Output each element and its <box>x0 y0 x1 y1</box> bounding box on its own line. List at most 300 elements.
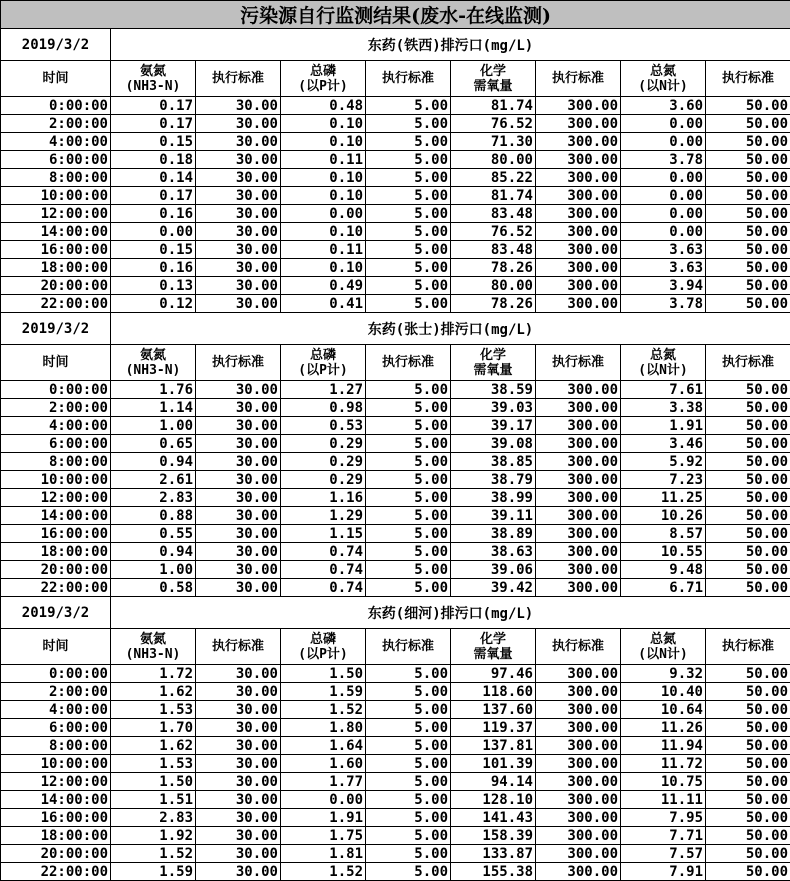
value-cell[interactable]: 300.00 <box>536 791 621 809</box>
value-cell[interactable]: 0.00 <box>621 115 706 133</box>
value-cell[interactable]: 1.50 <box>281 665 366 683</box>
value-cell[interactable]: 83.48 <box>451 205 536 223</box>
value-cell[interactable]: 94.14 <box>451 773 536 791</box>
value-cell[interactable]: 5.00 <box>366 809 451 827</box>
value-cell[interactable]: 158.39 <box>451 827 536 845</box>
value-cell[interactable]: 80.00 <box>451 151 536 169</box>
time-cell[interactable]: 16:00:00 <box>1 525 111 543</box>
time-cell[interactable]: 18:00:00 <box>1 543 111 561</box>
value-cell[interactable]: 50.00 <box>706 133 790 151</box>
value-cell[interactable]: 0.12 <box>111 295 196 313</box>
value-cell[interactable]: 1.80 <box>281 719 366 737</box>
value-cell[interactable]: 0.00 <box>621 187 706 205</box>
value-cell[interactable]: 128.10 <box>451 791 536 809</box>
value-cell[interactable]: 30.00 <box>196 97 281 115</box>
value-cell[interactable]: 30.00 <box>196 773 281 791</box>
value-cell[interactable]: 5.00 <box>366 97 451 115</box>
value-cell[interactable]: 5.92 <box>621 453 706 471</box>
value-cell[interactable]: 1.29 <box>281 507 366 525</box>
value-cell[interactable]: 30.00 <box>196 489 281 507</box>
value-cell[interactable]: 0.00 <box>281 205 366 223</box>
value-cell[interactable]: 1.91 <box>621 417 706 435</box>
value-cell[interactable]: 5.00 <box>366 223 451 241</box>
value-cell[interactable]: 3.46 <box>621 435 706 453</box>
value-cell[interactable]: 300.00 <box>536 151 621 169</box>
time-cell[interactable]: 4:00:00 <box>1 133 111 151</box>
value-cell[interactable]: 5.00 <box>366 187 451 205</box>
value-cell[interactable]: 39.17 <box>451 417 536 435</box>
time-cell[interactable]: 16:00:00 <box>1 809 111 827</box>
value-cell[interactable]: 30.00 <box>196 295 281 313</box>
value-cell[interactable]: 50.00 <box>706 259 790 277</box>
value-cell[interactable]: 0.10 <box>281 259 366 277</box>
value-cell[interactable]: 0.13 <box>111 277 196 295</box>
value-cell[interactable]: 5.00 <box>366 737 451 755</box>
value-cell[interactable]: 1.59 <box>281 683 366 701</box>
value-cell[interactable]: 50.00 <box>706 489 790 507</box>
time-cell[interactable]: 8:00:00 <box>1 169 111 187</box>
value-cell[interactable]: 0.88 <box>111 507 196 525</box>
value-cell[interactable]: 10.40 <box>621 683 706 701</box>
value-cell[interactable]: 0.17 <box>111 97 196 115</box>
value-cell[interactable]: 6.71 <box>621 579 706 597</box>
value-cell[interactable]: 0.74 <box>281 561 366 579</box>
value-cell[interactable]: 0.94 <box>111 453 196 471</box>
value-cell[interactable]: 300.00 <box>536 543 621 561</box>
value-cell[interactable]: 71.30 <box>451 133 536 151</box>
value-cell[interactable]: 11.11 <box>621 791 706 809</box>
time-cell[interactable]: 8:00:00 <box>1 737 111 755</box>
time-cell[interactable]: 12:00:00 <box>1 205 111 223</box>
time-cell[interactable]: 16:00:00 <box>1 241 111 259</box>
value-cell[interactable]: 30.00 <box>196 277 281 295</box>
value-cell[interactable]: 300.00 <box>536 115 621 133</box>
value-cell[interactable]: 76.52 <box>451 223 536 241</box>
value-cell[interactable]: 30.00 <box>196 471 281 489</box>
value-cell[interactable]: 30.00 <box>196 737 281 755</box>
time-cell[interactable]: 22:00:00 <box>1 295 111 313</box>
time-cell[interactable]: 2:00:00 <box>1 399 111 417</box>
time-cell[interactable]: 8:00:00 <box>1 453 111 471</box>
value-cell[interactable]: 30.00 <box>196 665 281 683</box>
value-cell[interactable]: 1.59 <box>111 863 196 881</box>
value-cell[interactable]: 1.27 <box>281 381 366 399</box>
value-cell[interactable]: 30.00 <box>196 863 281 881</box>
value-cell[interactable]: 97.46 <box>451 665 536 683</box>
time-cell[interactable]: 0:00:00 <box>1 665 111 683</box>
value-cell[interactable]: 300.00 <box>536 295 621 313</box>
value-cell[interactable]: 2.83 <box>111 489 196 507</box>
value-cell[interactable]: 50.00 <box>706 399 790 417</box>
value-cell[interactable]: 0.11 <box>281 241 366 259</box>
value-cell[interactable]: 2.83 <box>111 809 196 827</box>
value-cell[interactable]: 30.00 <box>196 543 281 561</box>
value-cell[interactable]: 3.38 <box>621 399 706 417</box>
value-cell[interactable]: 300.00 <box>536 381 621 399</box>
time-cell[interactable]: 20:00:00 <box>1 561 111 579</box>
value-cell[interactable]: 300.00 <box>536 435 621 453</box>
value-cell[interactable]: 0.17 <box>111 115 196 133</box>
value-cell[interactable]: 50.00 <box>706 381 790 399</box>
value-cell[interactable]: 0.10 <box>281 169 366 187</box>
value-cell[interactable]: 30.00 <box>196 525 281 543</box>
value-cell[interactable]: 38.63 <box>451 543 536 561</box>
value-cell[interactable]: 50.00 <box>706 791 790 809</box>
value-cell[interactable]: 3.78 <box>621 151 706 169</box>
value-cell[interactable]: 300.00 <box>536 701 621 719</box>
value-cell[interactable]: 5.00 <box>366 169 451 187</box>
value-cell[interactable]: 0.17 <box>111 187 196 205</box>
value-cell[interactable]: 0.15 <box>111 133 196 151</box>
value-cell[interactable]: 0.14 <box>111 169 196 187</box>
value-cell[interactable]: 10.64 <box>621 701 706 719</box>
value-cell[interactable]: 50.00 <box>706 755 790 773</box>
value-cell[interactable]: 39.42 <box>451 579 536 597</box>
value-cell[interactable]: 0.00 <box>621 133 706 151</box>
value-cell[interactable]: 50.00 <box>706 827 790 845</box>
value-cell[interactable]: 30.00 <box>196 151 281 169</box>
value-cell[interactable]: 1.52 <box>111 845 196 863</box>
value-cell[interactable]: 300.00 <box>536 471 621 489</box>
value-cell[interactable]: 300.00 <box>536 453 621 471</box>
value-cell[interactable]: 10.55 <box>621 543 706 561</box>
value-cell[interactable]: 300.00 <box>536 561 621 579</box>
value-cell[interactable]: 50.00 <box>706 241 790 259</box>
value-cell[interactable]: 50.00 <box>706 187 790 205</box>
value-cell[interactable]: 80.00 <box>451 277 536 295</box>
value-cell[interactable]: 50.00 <box>706 435 790 453</box>
value-cell[interactable]: 5.00 <box>366 453 451 471</box>
value-cell[interactable]: 5.00 <box>366 205 451 223</box>
value-cell[interactable]: 0.15 <box>111 241 196 259</box>
value-cell[interactable]: 0.65 <box>111 435 196 453</box>
time-cell[interactable]: 20:00:00 <box>1 845 111 863</box>
value-cell[interactable]: 50.00 <box>706 507 790 525</box>
value-cell[interactable]: 5.00 <box>366 863 451 881</box>
value-cell[interactable]: 30.00 <box>196 205 281 223</box>
value-cell[interactable]: 30.00 <box>196 683 281 701</box>
value-cell[interactable]: 1.64 <box>281 737 366 755</box>
value-cell[interactable]: 0.29 <box>281 435 366 453</box>
value-cell[interactable]: 5.00 <box>366 471 451 489</box>
value-cell[interactable]: 5.00 <box>366 755 451 773</box>
value-cell[interactable]: 30.00 <box>196 719 281 737</box>
value-cell[interactable]: 7.23 <box>621 471 706 489</box>
value-cell[interactable]: 0.74 <box>281 579 366 597</box>
time-cell[interactable]: 12:00:00 <box>1 773 111 791</box>
value-cell[interactable]: 7.71 <box>621 827 706 845</box>
value-cell[interactable]: 83.48 <box>451 241 536 259</box>
value-cell[interactable]: 50.00 <box>706 719 790 737</box>
value-cell[interactable]: 300.00 <box>536 205 621 223</box>
value-cell[interactable]: 300.00 <box>536 489 621 507</box>
value-cell[interactable]: 1.53 <box>111 701 196 719</box>
value-cell[interactable]: 1.81 <box>281 845 366 863</box>
value-cell[interactable]: 300.00 <box>536 187 621 205</box>
value-cell[interactable]: 3.63 <box>621 241 706 259</box>
time-cell[interactable]: 20:00:00 <box>1 277 111 295</box>
value-cell[interactable]: 5.00 <box>366 791 451 809</box>
value-cell[interactable]: 5.00 <box>366 417 451 435</box>
value-cell[interactable]: 38.59 <box>451 381 536 399</box>
value-cell[interactable]: 30.00 <box>196 169 281 187</box>
value-cell[interactable]: 38.79 <box>451 471 536 489</box>
value-cell[interactable]: 300.00 <box>536 719 621 737</box>
value-cell[interactable]: 5.00 <box>366 115 451 133</box>
value-cell[interactable]: 1.77 <box>281 773 366 791</box>
value-cell[interactable]: 300.00 <box>536 755 621 773</box>
value-cell[interactable]: 39.08 <box>451 435 536 453</box>
value-cell[interactable]: 30.00 <box>196 561 281 579</box>
value-cell[interactable]: 1.16 <box>281 489 366 507</box>
value-cell[interactable]: 5.00 <box>366 543 451 561</box>
value-cell[interactable]: 81.74 <box>451 97 536 115</box>
value-cell[interactable]: 30.00 <box>196 791 281 809</box>
value-cell[interactable]: 30.00 <box>196 223 281 241</box>
value-cell[interactable]: 1.14 <box>111 399 196 417</box>
value-cell[interactable]: 50.00 <box>706 295 790 313</box>
value-cell[interactable]: 137.60 <box>451 701 536 719</box>
time-cell[interactable]: 22:00:00 <box>1 579 111 597</box>
value-cell[interactable]: 0.00 <box>621 169 706 187</box>
value-cell[interactable]: 30.00 <box>196 755 281 773</box>
value-cell[interactable]: 0.00 <box>621 223 706 241</box>
value-cell[interactable]: 50.00 <box>706 223 790 241</box>
value-cell[interactable]: 81.74 <box>451 187 536 205</box>
value-cell[interactable]: 50.00 <box>706 525 790 543</box>
value-cell[interactable]: 50.00 <box>706 115 790 133</box>
value-cell[interactable]: 8.57 <box>621 525 706 543</box>
value-cell[interactable]: 5.00 <box>366 845 451 863</box>
value-cell[interactable]: 5.00 <box>366 399 451 417</box>
value-cell[interactable]: 300.00 <box>536 507 621 525</box>
value-cell[interactable]: 133.87 <box>451 845 536 863</box>
value-cell[interactable]: 1.00 <box>111 417 196 435</box>
value-cell[interactable]: 5.00 <box>366 295 451 313</box>
value-cell[interactable]: 50.00 <box>706 417 790 435</box>
value-cell[interactable]: 30.00 <box>196 701 281 719</box>
value-cell[interactable]: 300.00 <box>536 665 621 683</box>
value-cell[interactable]: 50.00 <box>706 151 790 169</box>
time-cell[interactable]: 14:00:00 <box>1 791 111 809</box>
value-cell[interactable]: 11.72 <box>621 755 706 773</box>
value-cell[interactable]: 30.00 <box>196 381 281 399</box>
value-cell[interactable]: 0.41 <box>281 295 366 313</box>
value-cell[interactable]: 7.95 <box>621 809 706 827</box>
value-cell[interactable]: 30.00 <box>196 417 281 435</box>
value-cell[interactable]: 0.16 <box>111 205 196 223</box>
value-cell[interactable]: 0.16 <box>111 259 196 277</box>
value-cell[interactable]: 118.60 <box>451 683 536 701</box>
value-cell[interactable]: 0.29 <box>281 471 366 489</box>
value-cell[interactable]: 1.52 <box>281 701 366 719</box>
value-cell[interactable]: 11.94 <box>621 737 706 755</box>
value-cell[interactable]: 1.92 <box>111 827 196 845</box>
time-cell[interactable]: 14:00:00 <box>1 507 111 525</box>
value-cell[interactable]: 0.00 <box>111 223 196 241</box>
value-cell[interactable]: 0.10 <box>281 187 366 205</box>
value-cell[interactable]: 0.94 <box>111 543 196 561</box>
value-cell[interactable]: 5.00 <box>366 381 451 399</box>
value-cell[interactable]: 30.00 <box>196 259 281 277</box>
value-cell[interactable]: 300.00 <box>536 579 621 597</box>
value-cell[interactable]: 1.62 <box>111 683 196 701</box>
value-cell[interactable]: 0.55 <box>111 525 196 543</box>
time-cell[interactable]: 18:00:00 <box>1 827 111 845</box>
value-cell[interactable]: 1.76 <box>111 381 196 399</box>
value-cell[interactable]: 39.11 <box>451 507 536 525</box>
value-cell[interactable]: 50.00 <box>706 845 790 863</box>
value-cell[interactable]: 30.00 <box>196 579 281 597</box>
value-cell[interactable]: 50.00 <box>706 579 790 597</box>
value-cell[interactable]: 1.91 <box>281 809 366 827</box>
value-cell[interactable]: 30.00 <box>196 399 281 417</box>
value-cell[interactable]: 30.00 <box>196 809 281 827</box>
value-cell[interactable]: 5.00 <box>366 277 451 295</box>
value-cell[interactable]: 300.00 <box>536 241 621 259</box>
value-cell[interactable]: 1.70 <box>111 719 196 737</box>
value-cell[interactable]: 5.00 <box>366 773 451 791</box>
time-cell[interactable]: 10:00:00 <box>1 471 111 489</box>
value-cell[interactable]: 5.00 <box>366 435 451 453</box>
time-cell[interactable]: 2:00:00 <box>1 115 111 133</box>
value-cell[interactable]: 5.00 <box>366 489 451 507</box>
time-cell[interactable]: 6:00:00 <box>1 435 111 453</box>
value-cell[interactable]: 300.00 <box>536 845 621 863</box>
value-cell[interactable]: 30.00 <box>196 435 281 453</box>
value-cell[interactable]: 50.00 <box>706 205 790 223</box>
value-cell[interactable]: 2.61 <box>111 471 196 489</box>
value-cell[interactable]: 300.00 <box>536 97 621 115</box>
value-cell[interactable]: 1.00 <box>111 561 196 579</box>
value-cell[interactable]: 3.63 <box>621 259 706 277</box>
value-cell[interactable]: 1.62 <box>111 737 196 755</box>
value-cell[interactable]: 50.00 <box>706 863 790 881</box>
value-cell[interactable]: 1.53 <box>111 755 196 773</box>
time-cell[interactable]: 10:00:00 <box>1 187 111 205</box>
value-cell[interactable]: 300.00 <box>536 277 621 295</box>
value-cell[interactable]: 5.00 <box>366 701 451 719</box>
value-cell[interactable]: 300.00 <box>536 863 621 881</box>
value-cell[interactable]: 300.00 <box>536 417 621 435</box>
value-cell[interactable]: 39.06 <box>451 561 536 579</box>
value-cell[interactable]: 300.00 <box>536 133 621 151</box>
time-cell[interactable]: 6:00:00 <box>1 719 111 737</box>
value-cell[interactable]: 30.00 <box>196 241 281 259</box>
value-cell[interactable]: 38.85 <box>451 453 536 471</box>
value-cell[interactable]: 300.00 <box>536 683 621 701</box>
value-cell[interactable]: 38.89 <box>451 525 536 543</box>
value-cell[interactable]: 11.25 <box>621 489 706 507</box>
value-cell[interactable]: 78.26 <box>451 295 536 313</box>
value-cell[interactable]: 5.00 <box>366 579 451 597</box>
value-cell[interactable]: 5.00 <box>366 719 451 737</box>
value-cell[interactable]: 30.00 <box>196 453 281 471</box>
value-cell[interactable]: 300.00 <box>536 399 621 417</box>
value-cell[interactable]: 3.78 <box>621 295 706 313</box>
value-cell[interactable]: 0.18 <box>111 151 196 169</box>
value-cell[interactable]: 1.52 <box>281 863 366 881</box>
value-cell[interactable]: 5.00 <box>366 561 451 579</box>
time-cell[interactable]: 6:00:00 <box>1 151 111 169</box>
value-cell[interactable]: 300.00 <box>536 223 621 241</box>
value-cell[interactable]: 300.00 <box>536 827 621 845</box>
value-cell[interactable]: 0.10 <box>281 133 366 151</box>
value-cell[interactable]: 119.37 <box>451 719 536 737</box>
value-cell[interactable]: 78.26 <box>451 259 536 277</box>
value-cell[interactable]: 0.00 <box>621 205 706 223</box>
value-cell[interactable]: 0.74 <box>281 543 366 561</box>
value-cell[interactable]: 30.00 <box>196 187 281 205</box>
value-cell[interactable]: 0.49 <box>281 277 366 295</box>
value-cell[interactable]: 300.00 <box>536 525 621 543</box>
value-cell[interactable]: 1.60 <box>281 755 366 773</box>
time-cell[interactable]: 0:00:00 <box>1 381 111 399</box>
value-cell[interactable]: 7.91 <box>621 863 706 881</box>
value-cell[interactable]: 85.22 <box>451 169 536 187</box>
value-cell[interactable]: 50.00 <box>706 701 790 719</box>
value-cell[interactable]: 300.00 <box>536 169 621 187</box>
value-cell[interactable]: 5.00 <box>366 827 451 845</box>
value-cell[interactable]: 101.39 <box>451 755 536 773</box>
time-cell[interactable]: 22:00:00 <box>1 863 111 881</box>
time-cell[interactable]: 12:00:00 <box>1 489 111 507</box>
value-cell[interactable]: 50.00 <box>706 773 790 791</box>
value-cell[interactable]: 7.57 <box>621 845 706 863</box>
value-cell[interactable]: 30.00 <box>196 827 281 845</box>
value-cell[interactable]: 30.00 <box>196 845 281 863</box>
value-cell[interactable]: 1.72 <box>111 665 196 683</box>
time-cell[interactable]: 0:00:00 <box>1 97 111 115</box>
time-cell[interactable]: 4:00:00 <box>1 701 111 719</box>
value-cell[interactable]: 5.00 <box>366 133 451 151</box>
value-cell[interactable]: 5.00 <box>366 525 451 543</box>
value-cell[interactable]: 30.00 <box>196 507 281 525</box>
time-cell[interactable]: 4:00:00 <box>1 417 111 435</box>
value-cell[interactable]: 5.00 <box>366 683 451 701</box>
value-cell[interactable]: 9.32 <box>621 665 706 683</box>
value-cell[interactable]: 300.00 <box>536 737 621 755</box>
value-cell[interactable]: 1.75 <box>281 827 366 845</box>
value-cell[interactable]: 50.00 <box>706 665 790 683</box>
value-cell[interactable]: 0.11 <box>281 151 366 169</box>
value-cell[interactable]: 5.00 <box>366 665 451 683</box>
value-cell[interactable]: 50.00 <box>706 169 790 187</box>
value-cell[interactable]: 50.00 <box>706 277 790 295</box>
value-cell[interactable]: 7.61 <box>621 381 706 399</box>
value-cell[interactable]: 0.48 <box>281 97 366 115</box>
value-cell[interactable]: 300.00 <box>536 773 621 791</box>
value-cell[interactable]: 50.00 <box>706 453 790 471</box>
value-cell[interactable]: 0.58 <box>111 579 196 597</box>
time-cell[interactable]: 14:00:00 <box>1 223 111 241</box>
value-cell[interactable]: 50.00 <box>706 97 790 115</box>
value-cell[interactable]: 5.00 <box>366 507 451 525</box>
value-cell[interactable]: 9.48 <box>621 561 706 579</box>
value-cell[interactable]: 5.00 <box>366 241 451 259</box>
time-cell[interactable]: 18:00:00 <box>1 259 111 277</box>
value-cell[interactable]: 1.50 <box>111 773 196 791</box>
value-cell[interactable]: 300.00 <box>536 809 621 827</box>
value-cell[interactable]: 76.52 <box>451 115 536 133</box>
value-cell[interactable]: 5.00 <box>366 259 451 277</box>
value-cell[interactable]: 0.00 <box>281 791 366 809</box>
value-cell[interactable]: 30.00 <box>196 115 281 133</box>
value-cell[interactable]: 1.51 <box>111 791 196 809</box>
value-cell[interactable]: 300.00 <box>536 259 621 277</box>
time-cell[interactable]: 10:00:00 <box>1 755 111 773</box>
value-cell[interactable]: 50.00 <box>706 737 790 755</box>
